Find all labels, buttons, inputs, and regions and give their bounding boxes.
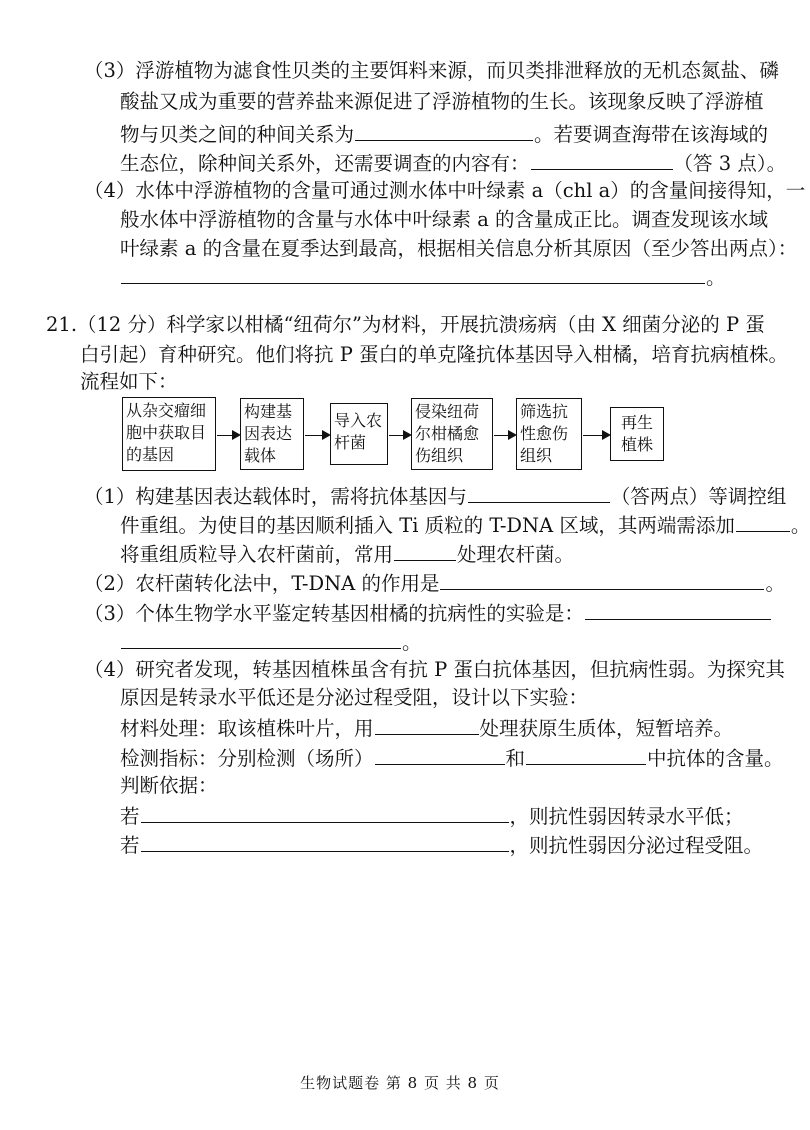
flow-step-4-text: 侵染纽荷 xyxy=(415,402,480,421)
q20-p4-end: 。 xyxy=(706,266,726,289)
q21-p4-answer-blank-1[interactable] xyxy=(375,713,479,735)
q21-p4-answer-blank-4[interactable] xyxy=(141,801,509,823)
flow-arrow-4 xyxy=(494,435,515,436)
q21-intro-line2: 白引起）育种研究。他们将抗 P 蛋白的单克隆抗体基因导入柑橘，培育抗病植株。 xyxy=(80,343,789,366)
q21-p3-line2 xyxy=(120,627,422,657)
q21-p4-text: 和 xyxy=(505,747,526,770)
q21-p1-text: 处理农杆菌。 xyxy=(457,543,575,566)
q21-p4-line5: 判断依据： xyxy=(120,774,218,797)
flow-step-3-text: 导入农 xyxy=(334,411,383,430)
q20-p3-line1: （3）浮游植物为滤食性贝类的主要饵料来源，而贝类排泄释放的无机态氮盐、磷 xyxy=(84,59,779,82)
flow-step-1-text: 的基因 xyxy=(126,445,175,464)
q20-p4-answer-blank[interactable] xyxy=(121,262,705,284)
q21-p2-text: （2）农杆菌转化法中，T-DNA 的作用是 xyxy=(84,572,440,595)
q21-p1-line1 xyxy=(84,481,786,511)
flow-step-5-box xyxy=(516,398,582,470)
q21-p4-line1: （4）研究者发现，转基因植株虽含有抗 P 蛋白抗体基因，但抗病性弱。为探究其 xyxy=(84,658,785,681)
flow-arrow-3 xyxy=(389,435,410,436)
q20-p3-text: 。若要调查海带在该海域的 xyxy=(534,123,769,146)
flow-step-4-box xyxy=(411,398,493,470)
flow-step-3-text: 杆菌 xyxy=(334,433,367,452)
flow-step-5-text: 性愈伤 xyxy=(520,424,569,443)
q21-intro-line1: 21.（12 分）科学家以柑橘“纽荷尔”为材料，开展抗溃疡病（由 X 细菌分泌的 P 蛋 xyxy=(46,313,765,336)
q20-p4-line2: 般水体中浮游植物的含量与水体中叶绿素 a 的含量成正比。调查发现该水域 xyxy=(120,208,769,231)
q21-p4-line7 xyxy=(120,830,763,860)
flow-step-4-text: 伤组织 xyxy=(415,446,464,465)
q21-p4-answer-blank-2[interactable] xyxy=(375,743,505,765)
q20-p3-text: 物与贝类之间的种间关系为 xyxy=(120,123,355,146)
q20-p4-line1: （4）水体中浮游植物的含量可通过测水体中叶绿素 a（chl a）的含量间接得知，一 xyxy=(84,179,806,202)
q21-p1-line2 xyxy=(120,510,810,540)
q21-p4-text: 中抗体的含量。 xyxy=(647,747,784,770)
q20-p3-answer-blank-1[interactable] xyxy=(355,119,533,141)
flow-step-1-box xyxy=(122,397,216,471)
q20-p3-line4 xyxy=(120,148,786,178)
flow-arrow-2 xyxy=(305,435,329,436)
q20-p3-answer-blank-2[interactable] xyxy=(531,148,673,170)
q21-p4-text: ，则抗性弱因分泌过程受阻。 xyxy=(509,834,764,857)
q21-p4-text: 若 xyxy=(120,805,140,828)
flow-step-5-text: 组织 xyxy=(520,446,553,465)
q21-p1-answer-blank-2[interactable] xyxy=(736,510,790,532)
flow-step-2-text: 载体 xyxy=(244,446,277,465)
q20-p3-line3 xyxy=(120,119,768,149)
q21-p1-answer-blank-3[interactable] xyxy=(394,539,456,561)
q21-p4-line3 xyxy=(120,713,733,743)
q21-p3-answer-blank-2[interactable] xyxy=(121,627,401,649)
q21-p3-line1 xyxy=(84,598,772,628)
q21-p4-text: 检测指标：分别检测（场所） xyxy=(120,747,374,770)
q20-p4-line3: 叶绿素 a 的含量在夏季达到最高，根据相关信息分析其原因（至少答出两点）： xyxy=(120,237,798,260)
q21-intro-line3: 流程如下： xyxy=(80,370,178,393)
flow-step-6-text: 再生 xyxy=(620,413,653,432)
q21-p2-answer-blank[interactable] xyxy=(440,568,764,590)
flow-step-4-text: 尔柑橘愈 xyxy=(415,424,480,443)
q21-p3-end: 。 xyxy=(402,631,422,654)
q21-p1-text: （1）构建基因表达载体时，需将抗体基因与 xyxy=(84,485,467,508)
flow-step-6-box xyxy=(610,407,664,461)
q21-p1-answer-blank-1[interactable] xyxy=(468,481,610,503)
q21-p4-text: 材料处理：取该植株叶片，用 xyxy=(120,717,374,740)
flow-step-2-text: 构建基 xyxy=(244,402,293,421)
q21-p3-answer-blank-1[interactable] xyxy=(585,598,771,620)
q20-p4-line4 xyxy=(120,262,726,292)
flow-step-1-text: 胞中获取目 xyxy=(126,423,207,442)
q21-p2-line xyxy=(84,568,785,598)
q21-p1-text: 。 xyxy=(790,514,810,537)
q21-p4-line4 xyxy=(120,743,784,773)
q21-p4-line2: 原因是转录水平低还是分泌过程受阻，设计以下实验： xyxy=(120,686,589,709)
q21-p2-end: 。 xyxy=(765,572,785,595)
flow-step-5-text: 筛选抗 xyxy=(520,402,569,421)
flow-arrow-1 xyxy=(217,435,239,436)
q20-p3-line2: 酸盐又成为重要的营养盐来源促进了浮游植物的生长。该现象反映了浮游植 xyxy=(120,90,764,113)
q21-p3-text: （3）个体生物学水平鉴定转基因柑橘的抗病性的实验是： xyxy=(84,602,584,625)
q21-p1-text: （答两点）等调控组 xyxy=(610,485,787,508)
flow-step-3-box xyxy=(330,403,388,465)
flow-step-2-text: 因表达 xyxy=(244,424,293,443)
page-footer: 生物试题卷 第 8 页 共 8 页 xyxy=(300,1074,500,1092)
q21-p4-line6 xyxy=(120,801,744,831)
flow-step-6-text: 植株 xyxy=(620,435,653,454)
q21-p4-text: ，则抗性弱因转录水平低； xyxy=(509,805,744,828)
q20-p3-text: 生态位，除种间关系外，还需要调查的内容有： xyxy=(120,152,530,175)
q21-p4-answer-blank-3[interactable] xyxy=(526,743,646,765)
q21-p4-text: 处理获原生质体，短暂培养。 xyxy=(479,717,734,740)
q21-p1-text: 件重组。为使目的基因顺利插入 Ti 质粒的 T-DNA 区域，其两端需添加 xyxy=(120,514,735,537)
flow-step-1-text: 从杂交瘤细 xyxy=(126,401,207,420)
flow-step-2-box xyxy=(240,398,304,470)
q21-p4-text: 若 xyxy=(120,834,140,857)
q21-p1-line3 xyxy=(120,539,574,569)
q20-p3-text: （答 3 点）。 xyxy=(673,152,787,175)
q21-p1-text: 将重组质粒导入农杆菌前，常用 xyxy=(120,543,394,566)
flow-arrow-5 xyxy=(583,435,609,436)
q21-p4-answer-blank-5[interactable] xyxy=(141,830,509,852)
